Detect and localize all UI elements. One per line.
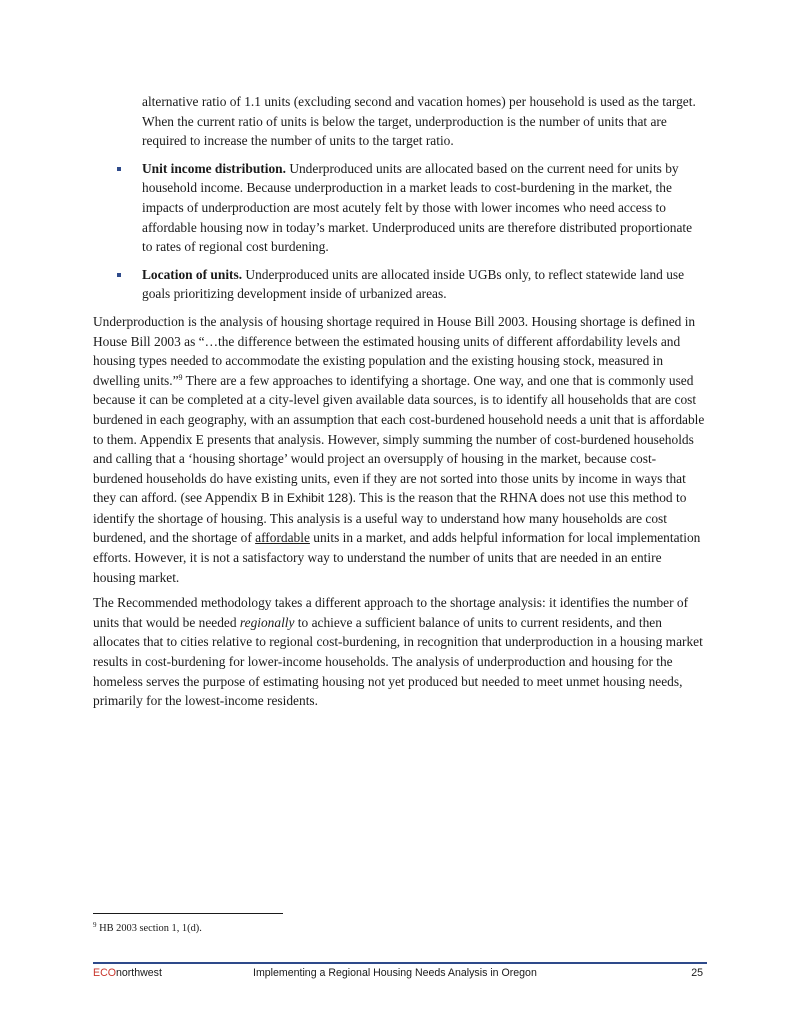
square-bullet-icon xyxy=(117,273,121,277)
paragraph-text: The Recommended methodology takes a different approach to the shortage analysis: it identifies the number of units that would be needed xyxy=(93,595,689,630)
bullet-text: Underproduced units are allocated inside UGBs only, to reflect statewide land use goals prioritizing development inside of urbanized areas. xyxy=(142,266,685,302)
bullet-unit-income-distribution xyxy=(93,159,705,257)
continued-paragraph: alternative ratio of 1.1 units (excluding second and vacation homes) per household is used as the target. When the current ratio of units is below the target, underproduction is the number of units that are required to increase the number of units to the target ratio. xyxy=(142,94,696,149)
footer-document-title: Implementing a Regional Housing Needs Analysis in Oregon xyxy=(253,967,537,979)
bullet-location-of-units xyxy=(93,265,705,304)
bullet-title: Location of units. xyxy=(142,266,243,282)
square-bullet-icon xyxy=(117,167,121,171)
paragraph-text: to achieve a sufficient balance of units to current residents, and then allocates that to cities relative to regional cost-burdening, in recognition that underproduction in a housing market results in cost-burdening for lower-income households. The analysis of underproduction and housing for the homeless serves the purpose of estimating housing not yet produced but needed to meet unmet housing needs, primarily for the lowest-income residents. xyxy=(93,614,703,709)
recommended-methodology-paragraph xyxy=(93,593,705,711)
paragraph-text: There are a few approaches to identifying a shortage. One way, and one that is commonly used because it can be completed at a city-level given available data sources, is to identify all households that are cost burdened in each geography, with an assumption that each cost-burdened household needs a unit that is affordable to them. Appendix E presents that analysis. However, simply summing the number of cost-burdened households and calling that a ‘housing shortage’ would project an oversupply of housing in the market, because cost-burdened households do have existing units, even if they are not sorted into those units by income in ways that they can afford. (see Appendix B in xyxy=(93,372,705,506)
underproduction-paragraph xyxy=(93,312,705,587)
footnote-text: HB 2003 section 1, 1(d). xyxy=(96,923,202,934)
footnote-number: 9 xyxy=(93,921,97,929)
emphasized-term: regionally xyxy=(239,614,295,630)
footnote xyxy=(93,922,202,936)
page-number: 25 xyxy=(691,967,703,979)
page-body xyxy=(93,92,705,717)
paragraph-text: ). This is the reason that the RHNA does not use this method to identify the shortage of housing. This analysis is a useful way to understand how many households are cost burdened, and the shortage of xyxy=(93,490,687,546)
bullet-title: Unit income distribution. xyxy=(142,160,286,176)
exhibit-reference-link[interactable]: Exhibit 128 xyxy=(286,491,349,506)
page-footer xyxy=(93,966,707,980)
paragraph-text: units in a market, and adds helpful information for local implementation efforts. However, it is not a satisfactory way to understand the number of units that are needed in an entire housing market. xyxy=(93,530,701,585)
bullet-text: Underproduced units are allocated based on the current need for units by household income. Because underproduction in a market leads to cost-burdening in the market, the impacts of underproduction are most acutely felt by those with lower incomes who need access to affordable housing now in today’s market. Underproduced units are therefore distributed proportionate to rates of regional cost burdening. xyxy=(142,160,693,255)
brand-logo-text xyxy=(93,967,162,979)
brand-eco: ECO xyxy=(93,967,116,979)
bullet-list xyxy=(93,159,705,304)
footnote-divider xyxy=(93,913,283,914)
underlined-term: affordable xyxy=(255,530,310,546)
paragraph-text: Underproduction is the analysis of housing shortage required in House Bill 2003. Housing shortage is defined in House Bill 2003 as “…the difference between the estimated housing units of different affordability levels and housing types needed to accommodate the existing population and the existing housing stock, measured in dwelling units.” xyxy=(93,313,696,388)
footer-divider xyxy=(93,962,707,964)
footnote-reference[interactable]: 9 xyxy=(178,372,183,382)
brand-rest: northwest xyxy=(115,967,162,979)
